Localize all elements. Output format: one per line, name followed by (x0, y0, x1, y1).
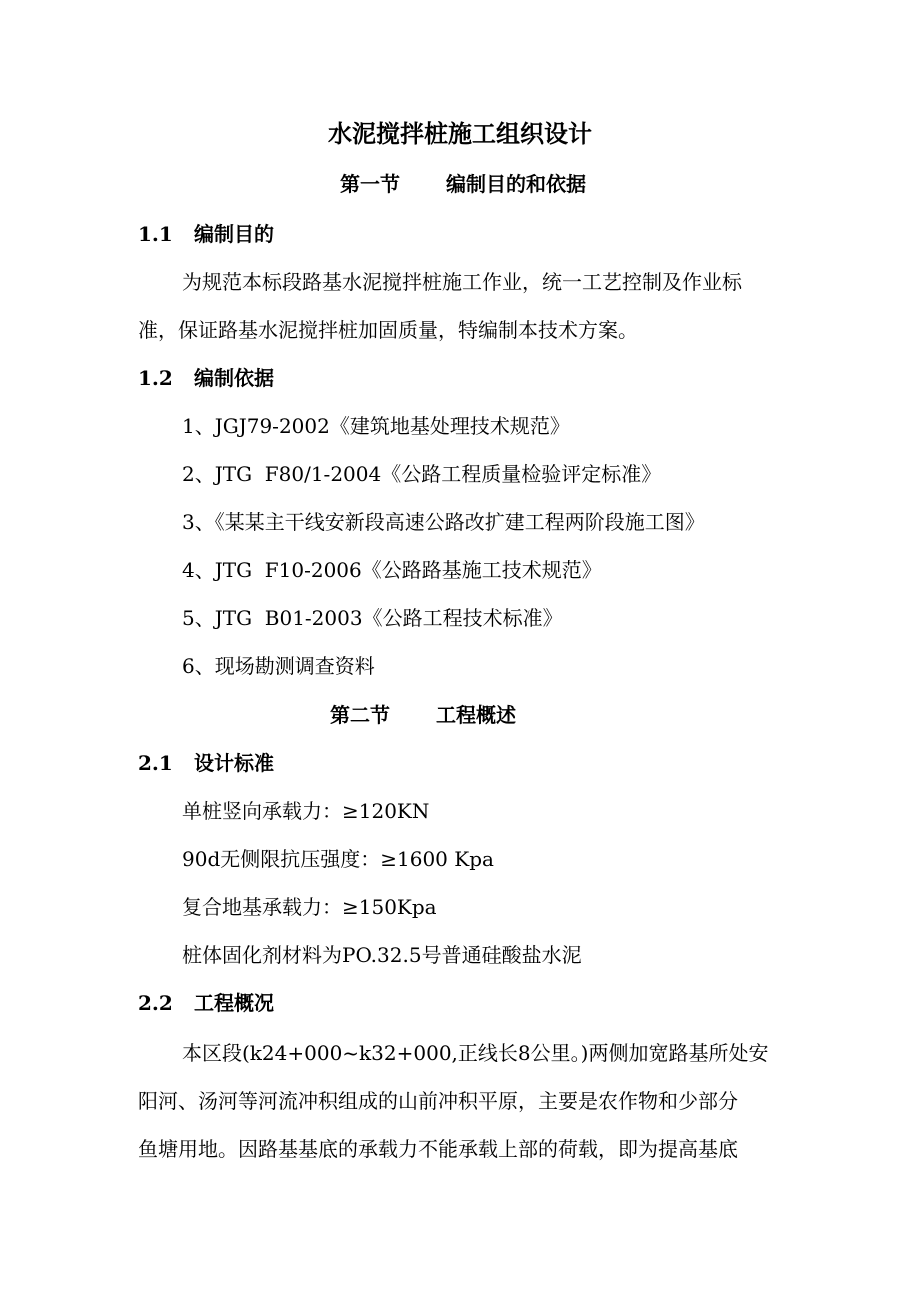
section-2-title (330, 703, 516, 727)
paragraph-1-line-1: 为规范本标段路基水泥搅拌桩施工作业，统一工艺控制及作业标 (182, 270, 742, 294)
standard-item: 复合地基承载力：≥150Kpa (182, 895, 437, 919)
heading-1-2-text: 编制依据 (194, 366, 274, 390)
section-2-label: 第二节 (330, 703, 390, 727)
reference-item: 3、《某某主干线安新段高速公路改扩建工程两阶段施工图》 (182, 510, 705, 534)
heading-1-1-number: 1.1 (138, 222, 173, 246)
standard-item: 桩体固化剂材料为PO.32.5号普通硅酸盐水泥 (182, 943, 582, 967)
reference-item: 5、JTG B01-2003《公路工程技术标准》 (182, 606, 563, 630)
heading-2-1-text: 设计标准 (194, 751, 274, 775)
paragraph-2-line-3: 鱼塘用地。因路基基底的承载力不能承载上部的荷载，即为提高基底 (138, 1137, 738, 1161)
reference-item: 6、现场勘测调查资料 (182, 654, 375, 678)
heading-2-1 (138, 751, 274, 775)
paragraph-1-line-2: 准，保证路基水泥搅拌桩加固质量，特编制本技术方案。 (138, 318, 638, 342)
standard-item: 90d无侧限抗压强度：≥1600 Kpa (182, 847, 494, 871)
reference-item: 4、JTG F10-2006《公路路基施工技术规范》 (182, 558, 602, 582)
document-title: 水泥搅拌桩施工组织设计 (328, 119, 592, 148)
section-1-title (340, 172, 586, 196)
heading-2-1-number: 2.1 (138, 751, 173, 775)
heading-1-2-number: 1.2 (138, 366, 173, 390)
heading-1-1 (138, 222, 274, 246)
heading-1-2 (138, 366, 274, 390)
section-2-name: 工程概述 (436, 703, 516, 727)
standard-item: 单桩竖向承载力：≥120KN (182, 799, 430, 823)
heading-2-2-number: 2.2 (138, 991, 173, 1015)
paragraph-2-line-2: 阳河、汤河等河流冲积组成的山前冲积平原，主要是农作物和少部分 (138, 1089, 738, 1113)
heading-1-1-text: 编制目的 (194, 222, 274, 246)
heading-2-2-text: 工程概况 (194, 991, 274, 1015)
reference-item: 1、JGJ79-2002《建筑地基处理技术规范》 (182, 414, 570, 438)
paragraph-2-line-1: 本区段(k24+000~k32+000,正线长8公里。)两侧加宽路基所处安 (182, 1041, 769, 1065)
section-1-label: 第一节 (340, 172, 400, 196)
reference-item: 2、JTG F80/1-2004《公路工程质量检验评定标准》 (182, 462, 662, 486)
heading-2-2 (138, 991, 274, 1015)
section-1-name: 编制目的和依据 (446, 172, 586, 196)
